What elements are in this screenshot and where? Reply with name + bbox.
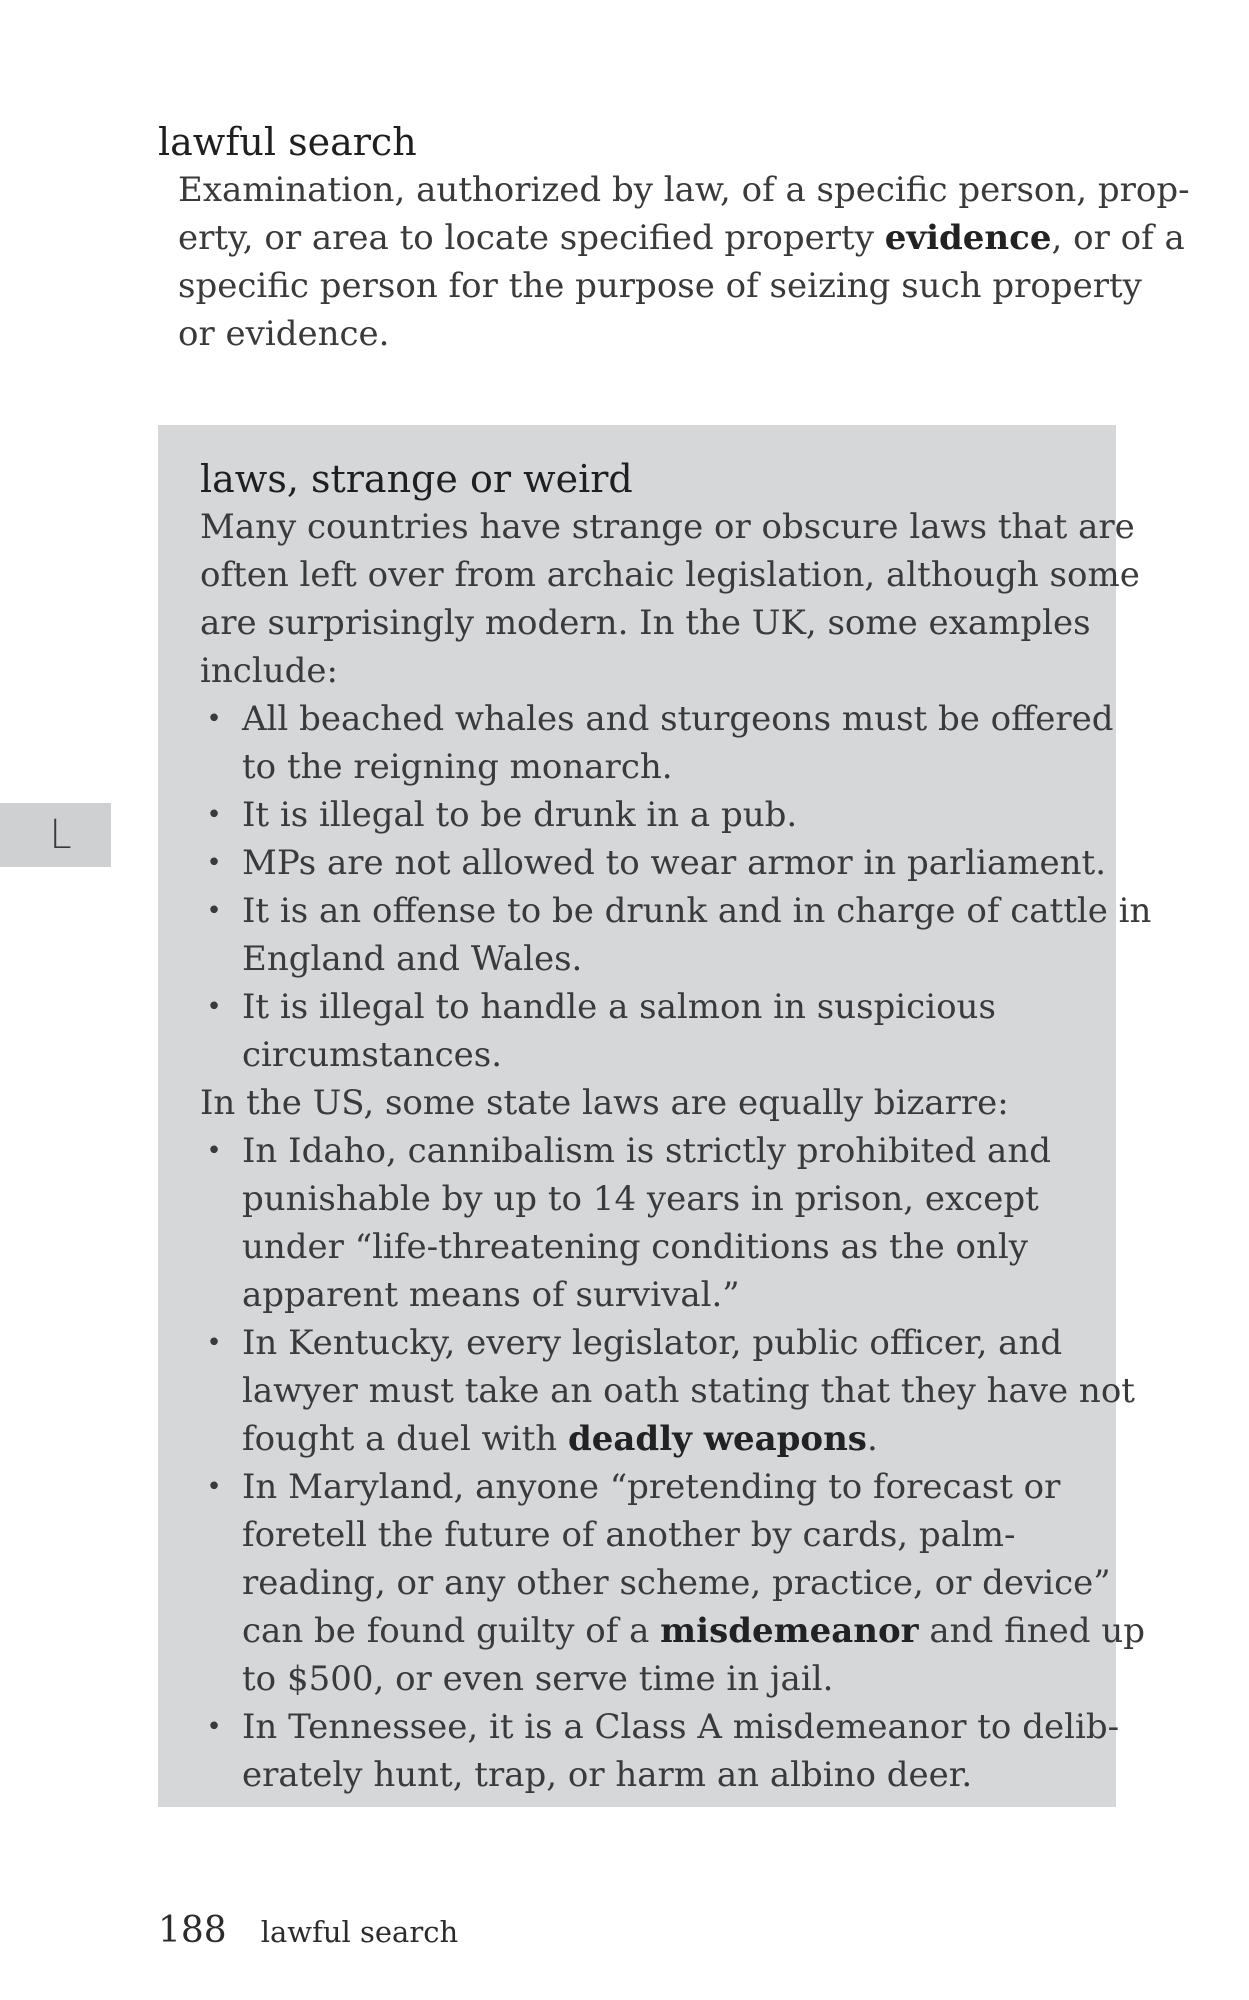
text-line: are surprisingly modern. In the UK, some examples — [200, 603, 1091, 643]
text-line — [242, 887, 1152, 935]
thumb-index-tab[interactable] — [0, 803, 111, 867]
text-segment: to the reigning monarch. — [242, 747, 673, 787]
text-segment: reading, or any other scheme, practice, or device” — [242, 1563, 1111, 1603]
text-segment: can be found guilty of a — [242, 1611, 661, 1651]
us-laws-list — [200, 1127, 1146, 1799]
bullet-icon: • — [206, 704, 222, 734]
text-line — [242, 1271, 1080, 1319]
list-item — [200, 1703, 1120, 1799]
text-segment: punishable by up to 14 years in prison, except — [242, 1179, 1039, 1219]
text-segment: In Idaho, cannibalism is strictly prohibited and — [242, 1131, 1051, 1171]
text-line — [242, 1751, 1080, 1799]
page-number: 188 — [158, 1910, 227, 1951]
text-segment: It is illegal to be drunk in a pub. — [242, 795, 798, 835]
cross-reference[interactable]: evidence — [884, 218, 1052, 258]
text-line — [178, 310, 1118, 358]
text-segment: . — [866, 1419, 878, 1459]
text-segment: to $500, or even serve time in jail. — [242, 1659, 834, 1699]
text-line — [242, 1415, 1080, 1463]
text-segment: England and Wales. — [242, 939, 583, 979]
text-segment: foretell the future of another by cards, palm- — [242, 1515, 1016, 1555]
list-item — [200, 983, 1080, 1079]
text-segment: MPs are not allowed to wear armor in parliament. — [242, 843, 1107, 883]
text-line — [242, 1175, 1080, 1223]
cross-reference[interactable]: deadly weapons — [567, 1419, 867, 1459]
text-line — [242, 935, 1080, 983]
text-segment: erty, or area to locate specified property — [178, 218, 885, 258]
uk-laws-list — [200, 695, 1152, 1079]
bullet-icon: • — [206, 1328, 222, 1358]
bullet-icon: • — [206, 848, 222, 878]
entry-headword: lawful search — [158, 120, 417, 164]
text-segment: It is illegal to handle a salmon in suspicious — [242, 987, 996, 1027]
text-line — [178, 262, 1142, 310]
list-item — [200, 887, 1152, 983]
text-line — [242, 1463, 1080, 1511]
bullet-icon: • — [206, 1472, 222, 1502]
list-item — [200, 1319, 1135, 1463]
text-line — [242, 791, 1080, 839]
text-segment: under “life-threatening conditions as the only — [242, 1227, 1028, 1267]
text-line — [242, 1511, 1080, 1559]
text-line — [178, 214, 1185, 262]
list-item — [200, 1127, 1080, 1319]
text-segment: apparent means of survival.” — [242, 1275, 740, 1315]
list-item — [200, 839, 1107, 887]
text-segment: , or of a — [1051, 218, 1185, 258]
text-line — [242, 1703, 1120, 1751]
sidebar-box-strange-laws — [158, 425, 1152, 1807]
entry-definition — [178, 166, 1190, 358]
text-line — [242, 1367, 1135, 1415]
text-segment: In Tennessee, it is a Class A misdemeanor to delib- — [242, 1707, 1120, 1747]
running-head: lawful search — [260, 1915, 459, 1949]
bullet-icon: • — [206, 1136, 222, 1166]
cross-reference[interactable]: misdemeanor — [660, 1611, 919, 1651]
text-line — [242, 1559, 1111, 1607]
entry-lawful-search — [158, 118, 1190, 358]
text-line: often left over from archaic legislation, although some — [200, 555, 1140, 595]
text-line — [242, 1607, 1146, 1655]
text-line — [242, 1319, 1080, 1367]
box-headword: laws, strange or weird — [200, 457, 633, 501]
sidebar-box-content — [200, 455, 1152, 1799]
text-segment: lawyer must take an oath stating that they have not — [242, 1371, 1135, 1411]
box-intro — [200, 503, 1140, 695]
list-item — [200, 791, 1080, 839]
text-line — [242, 1031, 1080, 1079]
bullet-icon: • — [206, 800, 222, 830]
text-line — [242, 839, 1107, 887]
text-segment: It is an offense to be drunk and in charge of cattle in — [242, 891, 1152, 931]
text-segment: specific person for the purpose of seizing such property — [178, 266, 1142, 306]
text-line — [242, 695, 1114, 743]
text-segment: circumstances. — [242, 1035, 503, 1075]
bullet-icon: • — [206, 992, 222, 1022]
us-intro: In the US, some state laws are equally bizarre: — [200, 1083, 1009, 1123]
text-segment: or evidence. — [178, 314, 390, 354]
text-segment: and fined up — [918, 1611, 1146, 1651]
text-segment: fought a duel with — [242, 1419, 568, 1459]
text-line — [242, 983, 1080, 1031]
text-line: Many countries have strange or obscure laws that are — [200, 507, 1135, 547]
text-line — [242, 1223, 1080, 1271]
text-segment: Examination, authorized by law, of a specific person, prop- — [178, 170, 1190, 210]
list-item — [200, 695, 1114, 791]
thumb-index-letter: L — [49, 812, 72, 858]
bullet-icon: • — [206, 1712, 222, 1742]
text-line — [242, 743, 1080, 791]
page-footer — [158, 1910, 458, 1951]
text-segment: In Kentucky, every legislator, public officer, and — [242, 1323, 1063, 1363]
text-line — [178, 166, 1190, 214]
list-item — [200, 1463, 1146, 1703]
text-segment: erately hunt, trap, or harm an albino deer. — [242, 1755, 973, 1795]
text-line — [242, 1655, 1080, 1703]
text-segment: All beached whales and sturgeons must be offered — [242, 699, 1114, 739]
text-line — [242, 1127, 1080, 1175]
text-segment: In Maryland, anyone “pretending to forecast or — [242, 1467, 1061, 1507]
bullet-icon: • — [206, 896, 222, 926]
text-line: include: — [200, 651, 338, 691]
